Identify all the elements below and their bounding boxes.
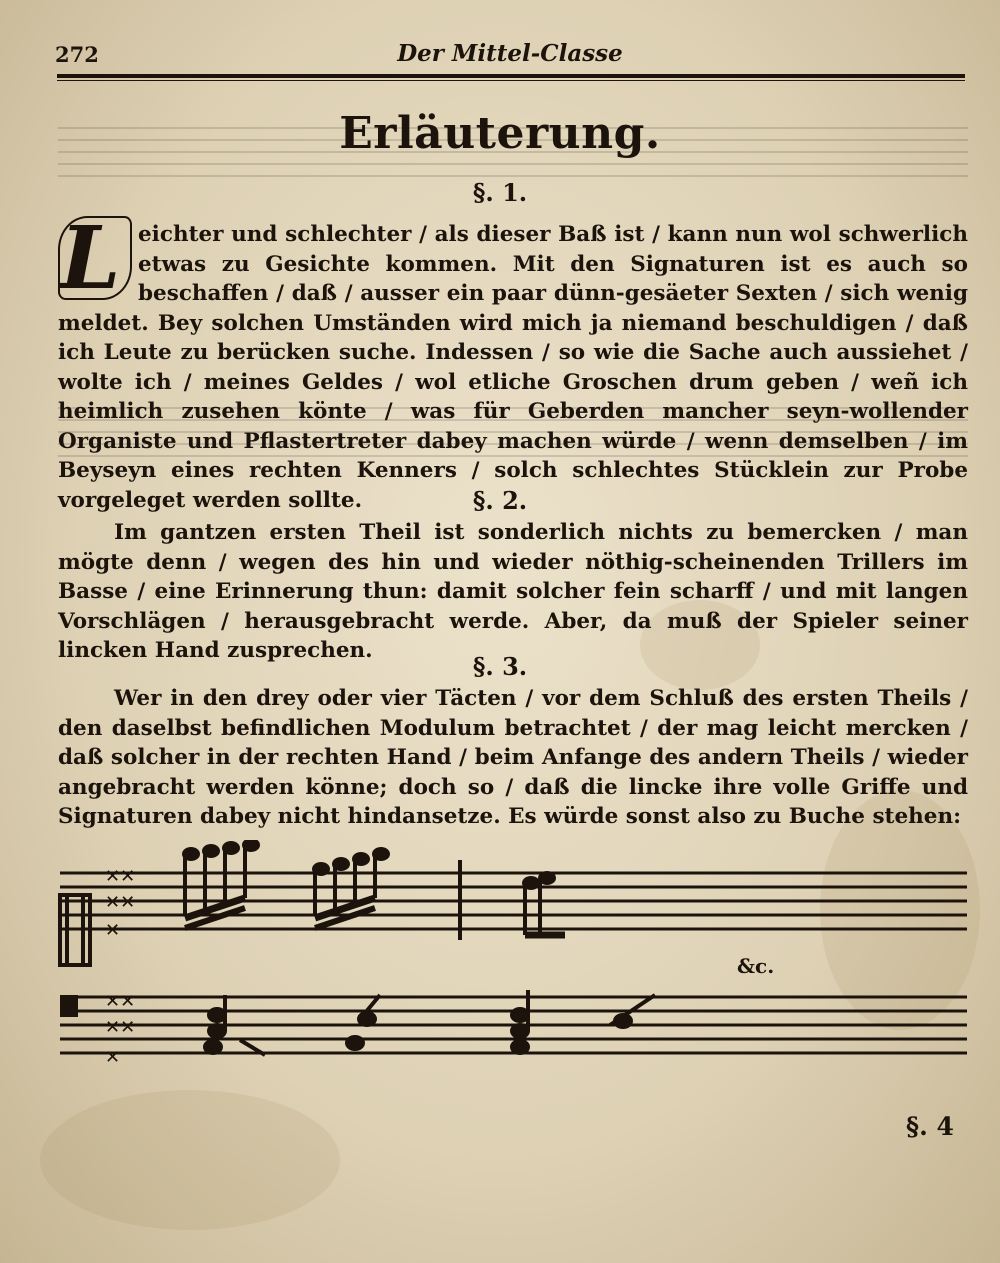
paragraph-3-text: Wer in den drey oder vier Täcten / vor dem Schluß des ersten Theils / den daselbst befindlichen Modulum betrachtet / der mag leicht mercken / daß solcher in der rechten Hand / beim Anfange des andern Theils / wieder angebracht werden könne; doch so / daß die lincke ihre volle Griffe und Signaturen dabey nicht hindansetze. Es würde sonst also zu Buche stehen: xyxy=(58,686,968,829)
running-head xyxy=(55,36,965,70)
svg-text:✕: ✕ xyxy=(105,1047,121,1068)
head-rule xyxy=(57,74,965,81)
etc-mark: &c. xyxy=(737,954,775,978)
svg-text:✕✕: ✕✕ xyxy=(105,991,136,1012)
paragraph-2-text: Im gantzen ersten Theil ist sonderlich nichts zu bemercken / man mögte denn / wegen des hin und wieder nöthig-scheinenden Trillers im Basse / eine Erinnerung thun: damit solcher fein scharff / und mit langen Vorschlägen / herausgebracht werde. Aber, da muß der Spieler seiner lincken Hand zusprechen. xyxy=(58,520,968,663)
paper-stain xyxy=(40,1090,340,1230)
section-mark-3: §. 3. xyxy=(472,652,528,681)
paragraph-2 xyxy=(58,518,968,666)
section-heading: Erläuterung. xyxy=(339,108,661,159)
running-title: Der Mittel-Classe xyxy=(397,40,623,67)
bass-clef-symbol xyxy=(60,995,78,1017)
catchword: §. 4 xyxy=(906,1112,954,1141)
svg-text:✕: ✕ xyxy=(105,920,121,941)
paragraph-1-text: eichter und schlechter / als dieser Baß ist / kann nun wol schwerlich etwas zu Gesichte kommen. Mit den Signaturen ist es auch so beschaffen / daß / ausser ein paar dünn-gesäeter Sexten / sich wenig meldet. Bey solchen Umständen wird mich ja niemand beschuldigen / daß ich Leute zu berücken suche. Indessen / so wie die Sache auch aussiehet / wolte ich / meines Geldes / wol etliche Groschen drum geben / weñ ich heimlich zusehen könte / was für Geberden mancher seyn-wollender Organiste und Pflastertreter dabey machen würde / wenn demselben / im Beyseyn eines rechten Kenners / solch schlechtes Stücklein zur Probe vorgeleget werden sollte. xyxy=(58,222,968,513)
music-staff-treble xyxy=(55,840,970,970)
paragraph-1 xyxy=(58,208,968,515)
page-number: 272 xyxy=(55,42,99,67)
key-signature xyxy=(105,991,135,1068)
svg-text:✕✕: ✕✕ xyxy=(105,1017,136,1038)
svg-text:✕✕: ✕✕ xyxy=(105,866,136,887)
section-mark-1: §. 1. xyxy=(472,178,528,207)
drop-cap: L xyxy=(58,216,132,300)
sixteenth-run xyxy=(184,840,565,940)
paragraph-3 xyxy=(58,684,968,832)
bass-notes xyxy=(205,990,655,1055)
music-staff-bass xyxy=(55,985,970,1085)
section-mark-2: §. 2. xyxy=(472,486,528,515)
svg-text:✕✕: ✕✕ xyxy=(105,892,136,913)
